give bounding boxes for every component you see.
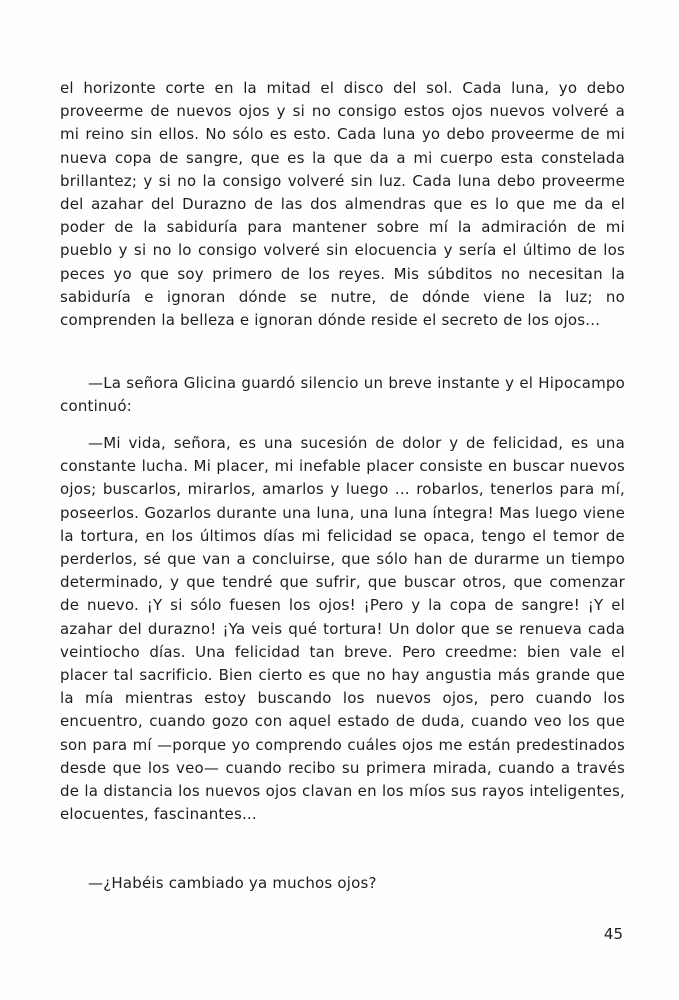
text-block-4 <box>60 872 625 895</box>
text-block-3 <box>60 432 625 826</box>
paragraph-1: el horizonte corte en la mitad el disco del sol. Cada luna, yo debo proveerme de nuevos ojos y si no consigo estos ojos nuevos volveré a mi reino sin ellos. No sólo es esto. Cada luna yo debo proveerme de mi nueva copa de sangre, que es la que da a mi cuerpo esta constelada brillantez; y si no la consigo volveré sin luz. Cada luna debo proveerme del azahar del Durazno de las dos almendras que es lo que me da el poder de la sabiduría para mantener sobre mí la admiración de mi pueblo y si no lo consigo volveré sin elocuencia y sería el último de los peces yo que soy primero de los reyes. Mis súbditos no necesitan la sabiduría e ignoran dónde se nutre, de dónde viene la luz; no comprenden la belleza e ignoran dónde reside el secreto de los ojos... <box>60 79 625 330</box>
paragraph-4: —¿Habéis cambiado ya muchos ojos? <box>88 874 377 892</box>
text-block-2 <box>60 372 625 418</box>
text-block-1 <box>60 77 625 332</box>
paragraph-2: —La señora Glicina guardó silencio un breve instante y el Hipocampo continuó: <box>60 374 625 416</box>
page-number: 45 <box>603 925 623 943</box>
paragraph-3: —Mi vida, señora, es una sucesión de dolor y de felicidad, es una constante lucha. Mi placer, mi inefable placer consiste en buscar nuevos ojos; buscarlos, mirarlos, amarlos y luego ... robarlos, tenerlos para mí, poseerlos. Gozarlos durante una luna, una luna íntegra! Mas luego viene la tortura, en los últimos días mi felicidad se opaca, tengo el temor de perderlos, sé que van a concluirse, que sólo han de durarme un tiempo determinado, y que tendré que sufrir, que buscar otros, que comenzar de nuevo. ¡Y si sólo fuesen los ojos! ¡Pero y la copa de sangre! ¡Y el azahar del durazno! ¡Ya veis qué tortura! Un dolor que se renueva cada veintiocho días. Una felicidad tan breve. Pero creedme: bien vale el placer tal sacrificio. Bien cierto es que no hay angustia más grande que la mía mientras estoy buscando los nuevos ojos, pero cuando los encuentro, cuando gozo con aquel estado de duda, cuando veo los que son para mí —porque yo comprendo cuáles ojos me están predestinados desde que los veo— cuando recibo su primera mirada, cuando a través de la distancia los nuevos ojos clavan en los míos sus rayos inteligentes, elocuentes, fascinantes... <box>60 434 625 824</box>
